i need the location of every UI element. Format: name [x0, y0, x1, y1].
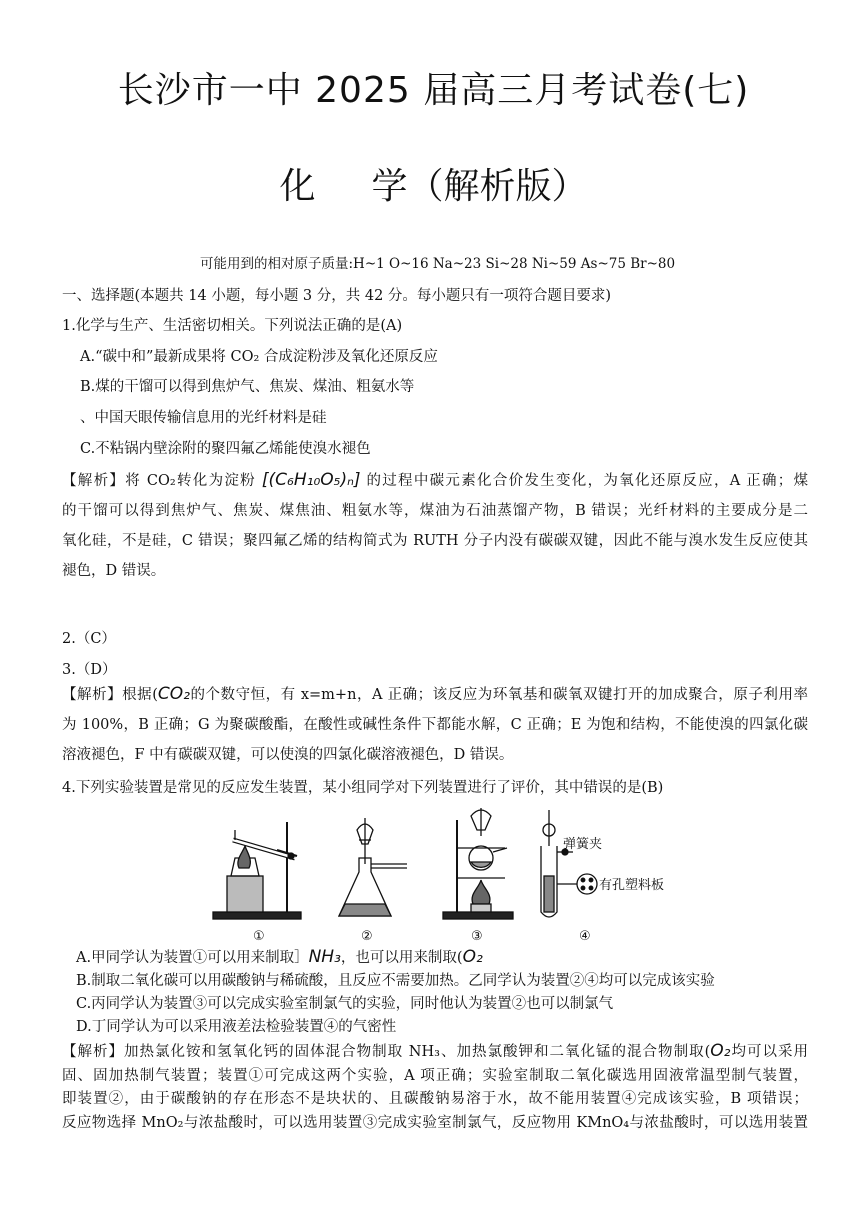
apparatus-label-1: ①	[253, 929, 265, 944]
q1-analysis-post: 的过程中碳元素化合价发生变化，为氧化还原反应，A 正确；煤	[366, 473, 809, 489]
q1-option-b: B.煤的干馏可以得到焦炉气、焦炭、煤油、粗氨水等	[80, 379, 415, 395]
q1-analysis-line3: 氧化硅，不是硅，C 错误；聚四氟乙烯的结构简式为 RUTH 分子内没有碳碳双键，因此不能与溴水发生反应使其	[62, 533, 808, 549]
starch-formula: [(C₆H₁₀O₅)ₙ]	[261, 470, 361, 490]
q4-option-a	[76, 949, 483, 966]
nh3-formula: NH₃	[308, 947, 341, 967]
apparatus-label-4: ④	[579, 929, 591, 944]
q3-analysis-line3: 溶液褪色，F 中有碳碳双键，可以使溴的四氯化碳溶液褪色，D 错误。	[62, 747, 514, 763]
apparatus-1	[213, 822, 301, 919]
q4-option-b: B.制取二氧化碳可以用碳酸钠与稀硫酸，且反应不需要加热。乙同学认为装置②④均可以完成该实验	[76, 973, 715, 989]
q4-analysis-pre: 【解析】加热氯化铵和氢氧化钙的固体混合物制取 NH₃、加热氯酸钾和二氧化锰的混合物制取(	[62, 1044, 711, 1060]
q1-option-extra: 、中国天眼传输信息用的光纤材料是硅	[80, 410, 327, 426]
q4-analysis-line3: 即装置②，由于碳酸钠的存在形态不是块状的、且碳酸钠易溶于水，故不能用装置④完成该实验，B 项错误；	[62, 1091, 808, 1107]
q1-analysis-line2: 的干馏可以得到焦炉气、焦炭、煤焦油、粗氨水等，煤油为石油蒸馏产物，B 错误；光纤材料的主要成分是二	[62, 503, 808, 519]
section-heading: 一、选择题(本题共 14 小题，每小题 3 分，共 42 分。每小题只有一项符合题目要求)	[62, 288, 612, 304]
q3-analysis-post: 的个数守恒，有 x=m+n，A 正确；该反应为环氧基和碳氧双键打开的加成聚合，原子利用率	[189, 687, 808, 703]
o2-formula-2: O₂	[710, 1041, 731, 1061]
apparatus-label-2: ②	[361, 929, 373, 944]
q4-analysis	[62, 1040, 808, 1135]
atomic-masses: 可能用到的相对原子质量:H~1 O~16 Na~23 Si~28 Ni~59 As~75 Br~80	[200, 256, 676, 272]
page-subtitle	[0, 158, 867, 209]
q3-stem: 3.（D）	[62, 662, 117, 678]
q4-option-c: C.丙同学认为装置③可以完成实验室制氯气的实验，同时他认为装置②也可以制氯气	[76, 996, 614, 1012]
spring-clip-label: 弹簧夹	[563, 837, 603, 852]
subtitle-left: 化	[279, 166, 316, 207]
perforated-plate-label: 有孔塑料板	[599, 878, 665, 893]
q4-analysis-line4: 反应物选择 MnO₂与浓盐酸时，可以选用装置③完成实验室制氯气，反应物用 KMnO₄与浓盐酸时，可以选用装置	[62, 1114, 808, 1131]
q4-option-a-pre: A.甲同学认为装置①可以用来制取］	[76, 950, 309, 966]
apparatus-3	[443, 808, 513, 919]
q1-option-c: C.不粘锅内壁涂附的聚四氟乙烯能使溴水褪色	[80, 441, 371, 457]
q1-option-a: A.“碳中和”最新成果将 CO₂ 合成淀粉涉及氧化还原反应	[80, 349, 438, 365]
q2-stem: 2.（C）	[62, 631, 116, 647]
co2-formula: CO₂	[157, 684, 190, 704]
q1-analysis-line4: 褪色，D 错误。	[62, 563, 166, 579]
q4-analysis-line2: 固、固加热制气装置；装置①可完成这两个实验，A 项正确；实验室制取二氧化碳选用固液常温型制气装置，	[62, 1067, 808, 1084]
q4-option-d: D.丁同学认为可以采用液差法检验装置④的气密性	[76, 1019, 397, 1035]
q4-stem: 4.下列实验装置是常见的反应发生装置，某小组同学对下列装置进行了评价，其中错误的是(B)	[62, 780, 664, 796]
subtitle-right: 学（解析版）	[371, 166, 588, 207]
o2-formula: O₂	[462, 947, 483, 967]
q1-analysis	[62, 465, 808, 586]
q3-analysis	[62, 679, 808, 770]
apparatus-label-3: ③	[471, 929, 483, 944]
apparatus-figure	[205, 800, 665, 948]
q1-stem: 1.化学与生产、生活密切相关。下列说法正确的是(A)	[62, 318, 403, 334]
q4-analysis-post: 均可以采用	[730, 1044, 808, 1060]
q3-analysis-line2: 为 100%，B 正确；G 为聚碳酸酯，在酸性或碱性条件下都能水解，C 正确；E 为饱和结构，不能使溴的四氯化碳	[62, 717, 808, 733]
apparatus-2	[339, 818, 407, 916]
q4-option-a-mid: ，也可以用来制取(	[340, 950, 463, 966]
q3-analysis-pre: 【解析】根据(	[62, 687, 158, 703]
q1-analysis-pre: 【解析】将 CO₂转化为淀粉	[62, 473, 256, 489]
page-title: 长沙市一中 2025 届高三月考试卷(七)	[117, 70, 750, 111]
apparatus-4	[541, 810, 597, 917]
